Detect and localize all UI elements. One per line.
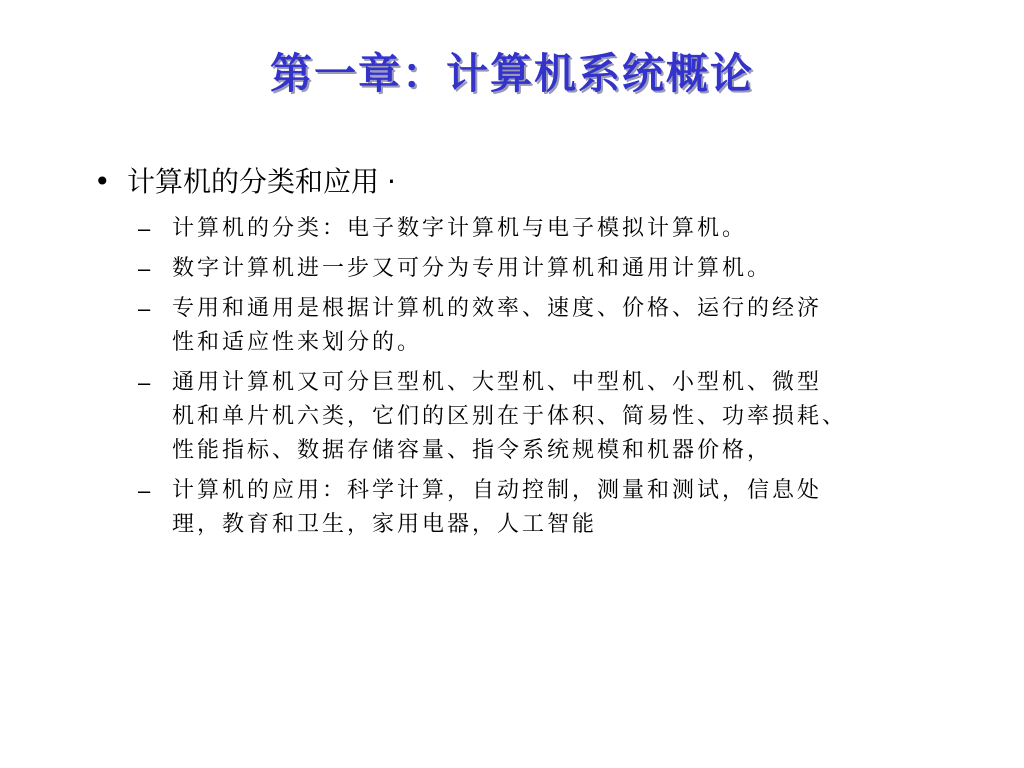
bullet-item xyxy=(90,162,960,202)
sub-bullet-item xyxy=(90,366,862,468)
sub-bullet-item xyxy=(90,252,862,286)
sub-bullet-text: 专用和通用是根据计算机的效率、速度、价格、运行的经济 性和适应性来划分的。 xyxy=(172,296,823,355)
sub-bullet-marker: – xyxy=(138,256,151,281)
sub-bullet-marker: – xyxy=(138,370,151,395)
sub-bullet-list xyxy=(90,212,960,542)
bullet-text: 计算机的分类和应用 xyxy=(127,165,380,198)
slide-content xyxy=(90,162,960,548)
sub-bullet-marker: – xyxy=(138,478,151,503)
slide-title: 第一章：计算机系统概论 xyxy=(269,49,754,98)
sub-bullet-marker: – xyxy=(138,216,151,241)
sub-bullet-text: 计算机的分类：电子数字计算机与电子模拟计算机。 xyxy=(172,216,748,241)
sub-bullet-text: 通用计算机又可分巨型机、大型机、中型机、小型机、微型 机和单片机六类，它们的区别在于体积、简易性、功率损耗、 性能指标、数据存储容量、指令系统规模和机器价格， xyxy=(172,370,848,463)
sub-bullet-item xyxy=(90,212,862,246)
sub-bullet-marker: – xyxy=(138,296,151,321)
sub-bullet-item xyxy=(90,292,862,360)
sub-bullet-text: 数字计算机进一步又可分为专用计算机和通用计算机。 xyxy=(172,256,773,281)
bullet-trailing-mark: · xyxy=(387,165,396,198)
sub-bullet-item xyxy=(90,474,862,542)
bullet-marker: • xyxy=(94,165,111,198)
sub-bullet-text: 计算机的应用：科学计算，自动控制，测量和测试，信息处 理，教育和卫生，家用电器，人工智能 xyxy=(172,478,823,537)
